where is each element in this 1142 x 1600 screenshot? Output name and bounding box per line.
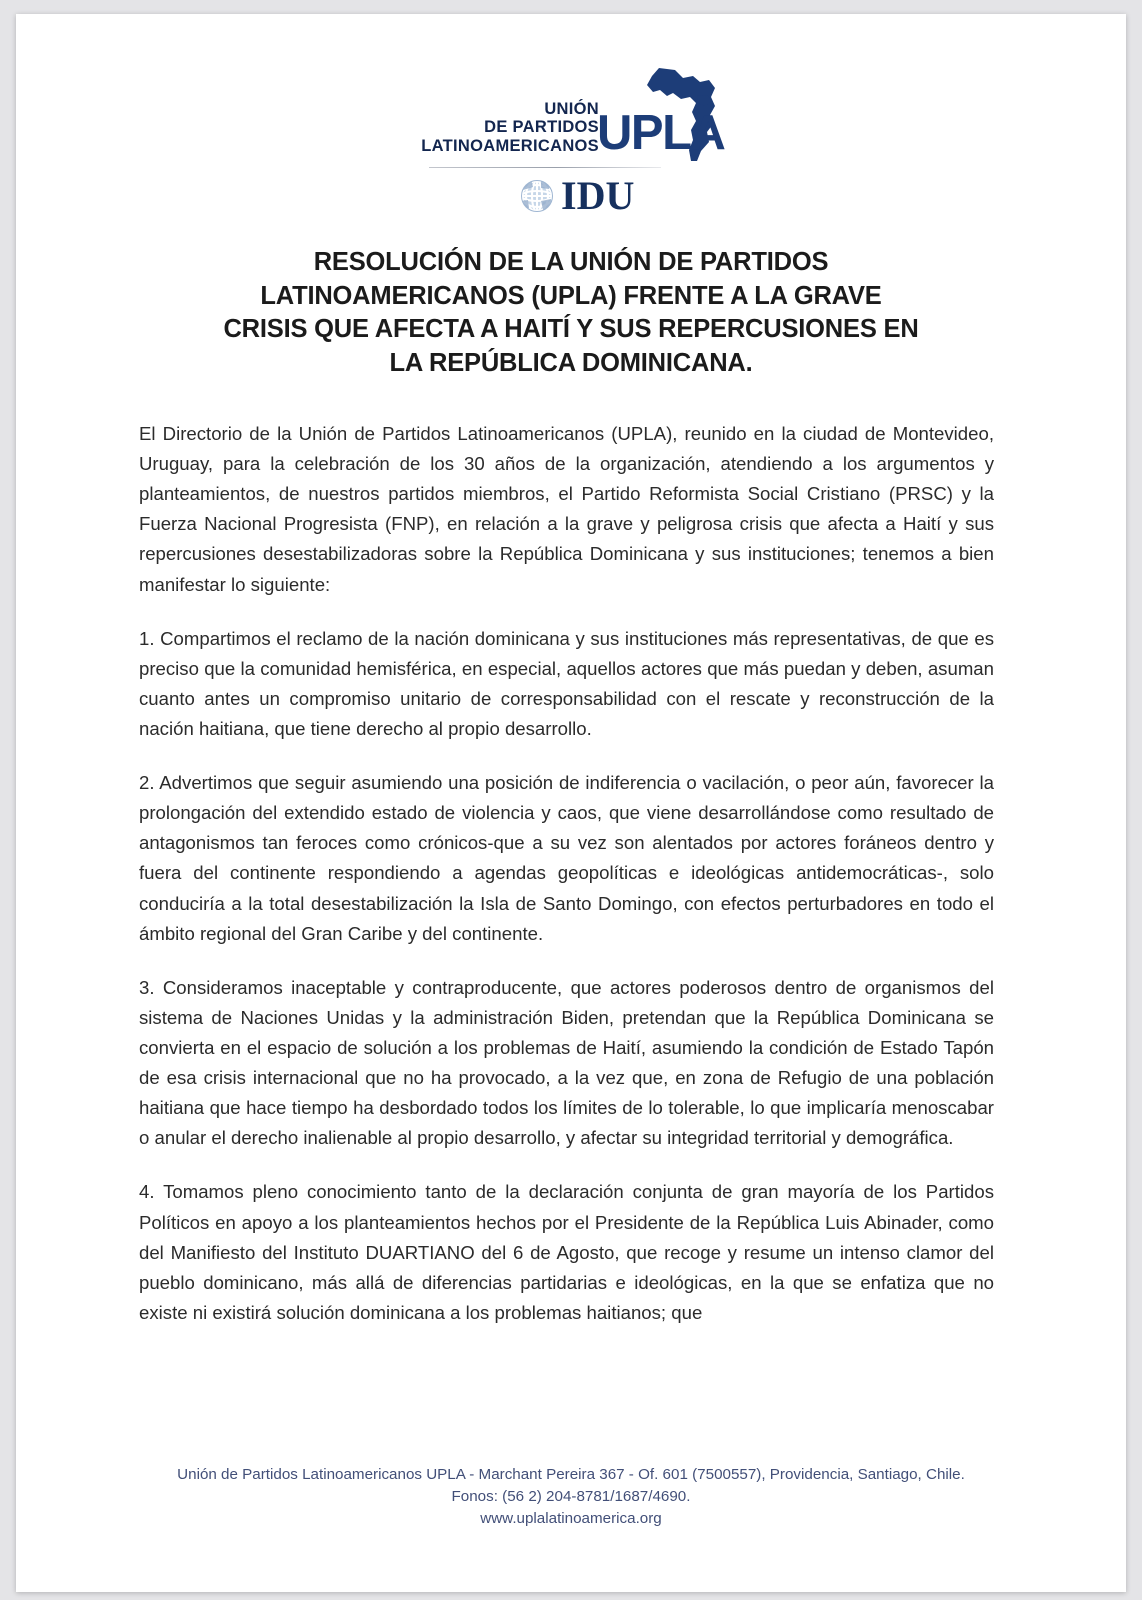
logo-divider <box>429 167 661 168</box>
footer-phones: Fonos: (56 2) 204-8781/1687/4690. <box>451 1487 691 1505</box>
upla-acronym-mark <box>597 66 725 162</box>
title-line-4: LA REPÚBLICA DOMINICANA. <box>389 348 753 377</box>
logo-wordmark <box>421 100 599 162</box>
document-body <box>139 419 994 1328</box>
logo-line-union: UNIÓN <box>544 99 599 118</box>
title-line-3: CRISIS QUE AFECTA A HAITÍ Y SUS REPERCUSIONES EN <box>223 315 919 344</box>
idu-logo <box>517 173 635 218</box>
logo-line-de-partidos: DE PARTIDOS <box>484 118 599 137</box>
idu-text: IDU <box>561 173 635 218</box>
paragraph-item-1: 1. Compartimos el reclamo de la nación dominicana y sus instituciones más representativas, de que es preciso que la comunidad hemisférica, en especial, aquellos actores que más puedan y deben, asuman cuanto antes un compromiso unitario de corresponsabilidad con el rescate y reconstrucción de la nación haitiana, que tiene derecho al propio desarrollo. <box>139 627 994 739</box>
paragraph-item-2: 2. Advertimos que seguir asumiendo una posición de indiferencia o vacilación, o peor aún, favorecer la prolongación del extendido estado de violencia y caos, que viene desarrollándose como resultado de antagonismos tan feroces como crónicos-que a su vez son alentados por actores foráneos dentro y fuera del continente respondiendo a agendas geopolíticas e ideológicas antidemocráticas-, solo conduciría a la total desestabilización la Isla de Santo Domingo, con efectos perturbadores en todo el ámbito regional del Gran Caribe y del continente. <box>139 772 994 944</box>
footer-website[interactable]: www.uplalatinoamerica.org <box>480 1509 662 1527</box>
document-page <box>16 14 1126 1592</box>
logo-line-latinoamericanos: LATINOAMERICANOS <box>421 137 599 156</box>
document-footer <box>106 1464 1036 1530</box>
paragraph-item-4: 4. Tomamos pleno conocimiento tanto de la declaración conjunta de gran mayoría de los Partidos Políticos en apoyo a los planteamientos hechos por el Presidente de la República Luis Abinader, como del Manifiesto del Instituto DUARTIANO del 6 de Agosto, que recoge y resume un intenso clamor del pueblo dominicano, más allá de diferencias partidarias e ideológicas, en la que se enfatiza que no existe ni existirá solución dominicana a los problemas haitianos; que <box>139 1181 994 1323</box>
title-line-1: RESOLUCIÓN DE LA UNIÓN DE PARTIDOS <box>313 248 829 276</box>
upla-acronym-text: UPLA <box>597 106 725 160</box>
paragraph-intro: El Directorio de la Unión de Partidos Latinoamericanos (UPLA), reunido en la ciudad de Montevideo, Uruguay, para la celebración de los 30 años de la organización, atendiendo a los argumentos y planteamientos, de nuestros partidos miembros, el Partido Reformista Social Cristiano (PRSC) y la Fuerza Nacional Progresista (FNP), en relación a la grave y peligrosa crisis que afecta a Haití y sus repercusiones desestabilizadoras sobre la República Dominicana y sus instituciones; tenemos a bien manifestar lo siguiente: <box>139 423 994 595</box>
title-line-2: LATINOAMERICANOS (UPLA) FRENTE A LA GRAVE <box>260 281 882 310</box>
footer-address: Unión de Partidos Latinoamericanos UPLA - Marchant Pereira 367 - Of. 601 (7500557), Providencia, Santiago, Chile. <box>177 1465 965 1483</box>
globe-icon <box>517 176 557 216</box>
paragraph-item-3: 3. Consideramos inaceptable y contraproducente, que actores poderosos dentro de organismos del sistema de Naciones Unidas y la administración Biden, pretendan que la República Dominicana se convierta en el espacio de solución a los problemas de Haití, asumiendo la condición de Estado Tapón de esa crisis internacional que no ha provocado, a la vez que, en zona de Refugio de una población haitiana que hace tiempo ha desbordado todos los límites de lo tolerable, lo que implicaría menoscabar o anular el derecho inalienable al propio desarrollo, y afectar su integridad territorial y demográfica. <box>139 976 994 1149</box>
upla-logo <box>16 66 1126 231</box>
document-title <box>126 246 1016 381</box>
